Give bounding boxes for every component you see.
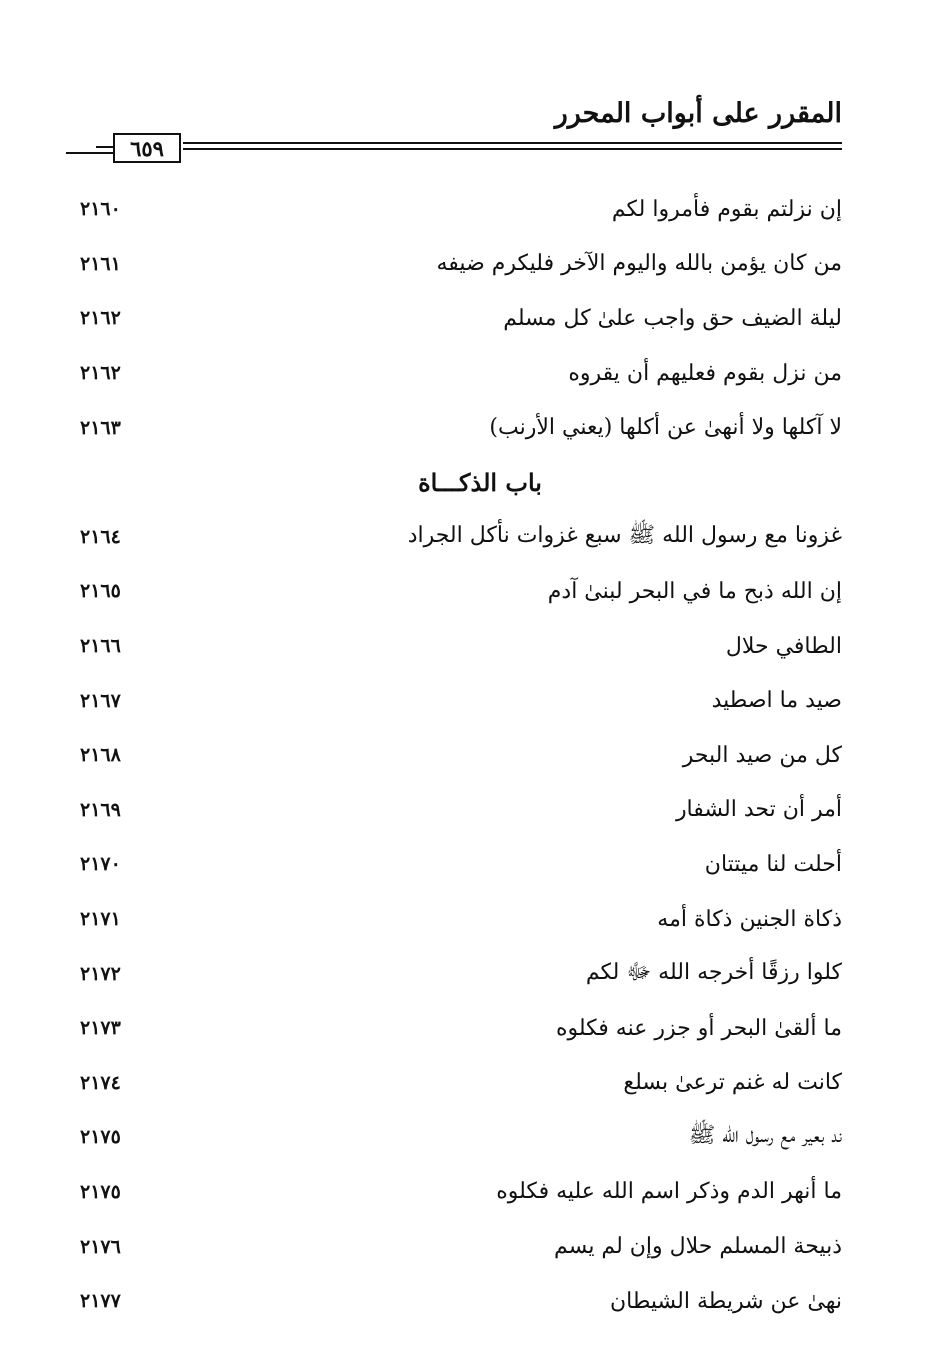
index-entry [80, 564, 842, 619]
entry-page-number: ٢١٦٤ [80, 525, 121, 548]
index-entry [80, 1001, 842, 1056]
index-entry [80, 400, 842, 455]
index-entry [80, 1056, 842, 1111]
header-rule [183, 148, 842, 150]
entry-text: إن نزلتم بقوم فأمروا لكم [611, 196, 842, 222]
entry-text: ذكاة الجنين ذكاة أمه [657, 906, 842, 932]
entry-text: كل من صيد البحر [682, 742, 842, 768]
entry-text: ذبيحة المسلم حلال وإن لم يسم [554, 1234, 842, 1260]
entry-text: كلوا رزقًا أخرجه الله ﷻ لكم [585, 959, 842, 985]
entry-text: من نزل بقوم فعليهم أن يقروه [568, 360, 842, 386]
index-entry [80, 1110, 842, 1165]
page-number-rule [66, 152, 113, 154]
entry-page-number: ٢١٧٣ [80, 1017, 121, 1040]
index-list [80, 182, 842, 1328]
index-entry [80, 783, 842, 838]
running-title: المقرر على أبواب المحرر [554, 98, 842, 129]
index-entry [80, 182, 842, 237]
entry-text: الطافي حلال [725, 633, 842, 659]
page-number-rule [96, 146, 113, 148]
entry-text: أمر أن تحد الشفار [675, 797, 842, 823]
entry-page-number: ٢١٧١ [80, 908, 121, 931]
entry-text: لا آكلها ولا أنهىٰ عن أكلها (يعني الأرنب) [489, 415, 842, 441]
index-entry [80, 837, 842, 892]
entry-text: ما أنهر الدم وذكر اسم الله عليه فكلوه [496, 1179, 842, 1205]
entry-page-number: ٢١٧٧ [80, 1290, 121, 1313]
entry-text: صيد ما اصطيد [711, 688, 842, 714]
entry-text: ليلة الضيف حق واجب علىٰ كل مسلم [503, 305, 842, 331]
index-entry [80, 510, 842, 565]
page-number: ٦٥٩ [113, 133, 181, 163]
entry-text: من كان يؤمن بالله واليوم الآخر فليكرم ضيفه [436, 251, 842, 277]
entry-text: ند بعير مع رسول الله ﷺ [688, 1123, 842, 1149]
section-heading: باب الذكـــاة [418, 467, 542, 497]
entry-page-number: ٢١٦٦ [80, 635, 121, 658]
page-header [0, 0, 934, 180]
index-entry [80, 1219, 842, 1274]
index-entry [80, 1274, 842, 1329]
entry-page-number: ٢١٦٥ [80, 580, 121, 603]
entry-text: إن الله ذبح ما في البحر لبنىٰ آدم [547, 578, 842, 604]
entry-page-number: ٢١٧٢ [80, 962, 121, 985]
entry-text: أحلت لنا ميتتان [704, 851, 842, 877]
header-rule [183, 142, 842, 144]
entry-text: كانت له غنم ترعىٰ بسلع [623, 1070, 842, 1096]
entry-text: نهىٰ عن شريطة الشيطان [610, 1288, 842, 1314]
entry-page-number: ٢١٧٦ [80, 1235, 121, 1258]
index-entry [80, 237, 842, 292]
index-entry [80, 892, 842, 947]
entry-page-number: ٢١٦٣ [80, 416, 121, 439]
index-entry [80, 1165, 842, 1220]
entry-page-number: ٢١٦٢ [80, 307, 121, 330]
entry-text: غزونا مع رسول الله ﷺ سبع غزوات نأكل الجراد [407, 522, 842, 548]
entry-page-number: ٢١٧٥ [80, 1180, 121, 1203]
entry-page-number: ٢١٧٥ [80, 1126, 121, 1149]
index-entry [80, 346, 842, 401]
entry-page-number: ٢١٦٢ [80, 362, 121, 385]
index-entry [80, 291, 842, 346]
index-entry [80, 728, 842, 783]
index-entry [80, 619, 842, 674]
entry-page-number: ٢١٦١ [80, 252, 121, 275]
entry-page-number: ٢١٦٧ [80, 689, 121, 712]
entry-page-number: ٢١٧٤ [80, 1071, 121, 1094]
entry-page-number: ٢١٧٠ [80, 853, 121, 876]
entry-text: ما ألقىٰ البحر أو جزر عنه فكلوه [555, 1015, 842, 1041]
entry-page-number: ٢١٦٠ [80, 198, 121, 221]
entry-page-number: ٢١٦٩ [80, 798, 121, 821]
entry-page-number: ٢١٦٨ [80, 744, 121, 767]
index-entry [80, 673, 842, 728]
index-entry [80, 946, 842, 1001]
